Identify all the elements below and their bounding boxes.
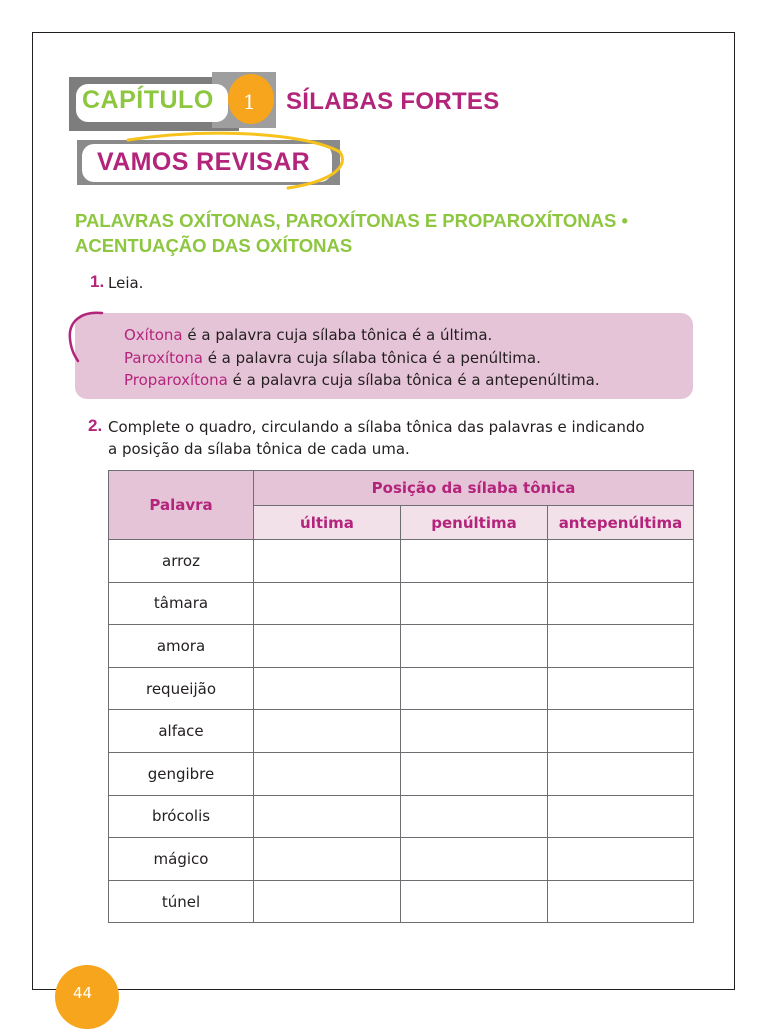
- chapter-title: SÍLABAS FORTES: [286, 88, 500, 115]
- answer-cell-penultima[interactable]: [401, 582, 548, 625]
- definition-text: é a palavra cuja sílaba tônica é a penúltima.: [202, 348, 541, 367]
- page-number: 44: [73, 984, 93, 1002]
- word-cell: tâmara: [109, 582, 254, 625]
- chapter-label: CAPÍTULO: [82, 86, 214, 114]
- answer-cell-ultima[interactable]: [254, 752, 401, 795]
- word-cell: arroz: [109, 540, 254, 583]
- section-heading-line1: PALAVRAS OXÍTONAS, PAROXÍTONAS E PROPAROXÍTONAS •: [75, 210, 628, 231]
- answer-cell-antepenultima[interactable]: [548, 752, 694, 795]
- definition-paroxitona: [124, 347, 600, 370]
- table-row: [109, 582, 694, 625]
- header-penultima: penúltima: [401, 506, 548, 540]
- section-heading-line2: ACENTUAÇÃO DAS OXÍTONAS: [75, 235, 353, 256]
- word-cell: alface: [109, 710, 254, 753]
- question2-line1: Complete o quadro, circulando a sílaba tônica das palavras e indicando: [108, 418, 645, 436]
- answer-cell-ultima[interactable]: [254, 625, 401, 668]
- answer-cell-antepenultima[interactable]: [548, 838, 694, 881]
- question1-text: Leia.: [108, 274, 144, 292]
- definition-term: Oxítona: [124, 326, 183, 344]
- answer-cell-ultima[interactable]: [254, 795, 401, 838]
- answer-cell-penultima[interactable]: [401, 795, 548, 838]
- answer-cell-penultima[interactable]: [401, 667, 548, 710]
- definition-text: é a palavra cuja sílaba tônica é a antepenúltima.: [227, 371, 600, 389]
- word-cell: brócolis: [109, 795, 254, 838]
- answer-cell-penultima[interactable]: [401, 540, 548, 583]
- header-ultima: última: [254, 506, 401, 540]
- answer-cell-ultima[interactable]: [254, 582, 401, 625]
- question2-text: [108, 416, 708, 460]
- table-row: [109, 880, 694, 923]
- answer-cell-antepenultima[interactable]: [548, 625, 694, 668]
- answer-cell-penultima[interactable]: [401, 880, 548, 923]
- answer-cell-antepenultima[interactable]: [548, 880, 694, 923]
- answer-cell-penultima[interactable]: [401, 710, 548, 753]
- review-label: VAMOS REVISAR: [97, 148, 311, 176]
- answer-cell-antepenultima[interactable]: [548, 582, 694, 625]
- answer-cell-antepenultima[interactable]: [548, 710, 694, 753]
- header-word: Palavra: [109, 471, 254, 540]
- syllable-table: [108, 470, 694, 923]
- definition-oxitona: [124, 324, 600, 347]
- section-heading: [75, 208, 715, 258]
- table-row: [109, 667, 694, 710]
- answer-cell-penultima[interactable]: [401, 752, 548, 795]
- table-row: [109, 625, 694, 668]
- word-cell: gengibre: [109, 752, 254, 795]
- table-row: [109, 752, 694, 795]
- header-antepenultima: antepenúltima: [548, 506, 694, 540]
- definition-list: [124, 324, 600, 392]
- answer-cell-antepenultima[interactable]: [548, 540, 694, 583]
- definition-term: Paroxítona: [124, 348, 203, 367]
- answer-cell-penultima[interactable]: [401, 625, 548, 668]
- table-row: [109, 838, 694, 881]
- table-row: [109, 795, 694, 838]
- header-position: Posição da sílaba tônica: [254, 471, 694, 506]
- answer-cell-ultima[interactable]: [254, 540, 401, 583]
- swirl-decoration-icon: [64, 305, 124, 365]
- question2-line2: a posição da sílaba tônica de cada uma.: [108, 440, 410, 458]
- definition-term: Proparoxítona: [124, 371, 228, 389]
- answer-cell-ultima[interactable]: [254, 667, 401, 710]
- table-header-row: [109, 471, 694, 506]
- definition-proparoxitona: [124, 369, 600, 392]
- word-cell: túnel: [109, 880, 254, 923]
- question1-number: 1.: [90, 272, 105, 291]
- word-cell: requeijão: [109, 667, 254, 710]
- word-cell: mágico: [109, 838, 254, 881]
- answer-cell-ultima[interactable]: [254, 710, 401, 753]
- answer-cell-ultima[interactable]: [254, 838, 401, 881]
- table-row: [109, 540, 694, 583]
- question2-number: 2.: [88, 416, 103, 435]
- answer-cell-ultima[interactable]: [254, 880, 401, 923]
- definition-text: é a palavra cuja sílaba tônica é a última.: [182, 326, 493, 344]
- answer-cell-antepenultima[interactable]: [548, 795, 694, 838]
- answer-cell-antepenultima[interactable]: [548, 667, 694, 710]
- answer-cell-penultima[interactable]: [401, 838, 548, 881]
- chapter-number: 1: [243, 90, 256, 114]
- word-cell: amora: [109, 625, 254, 668]
- table-row: [109, 710, 694, 753]
